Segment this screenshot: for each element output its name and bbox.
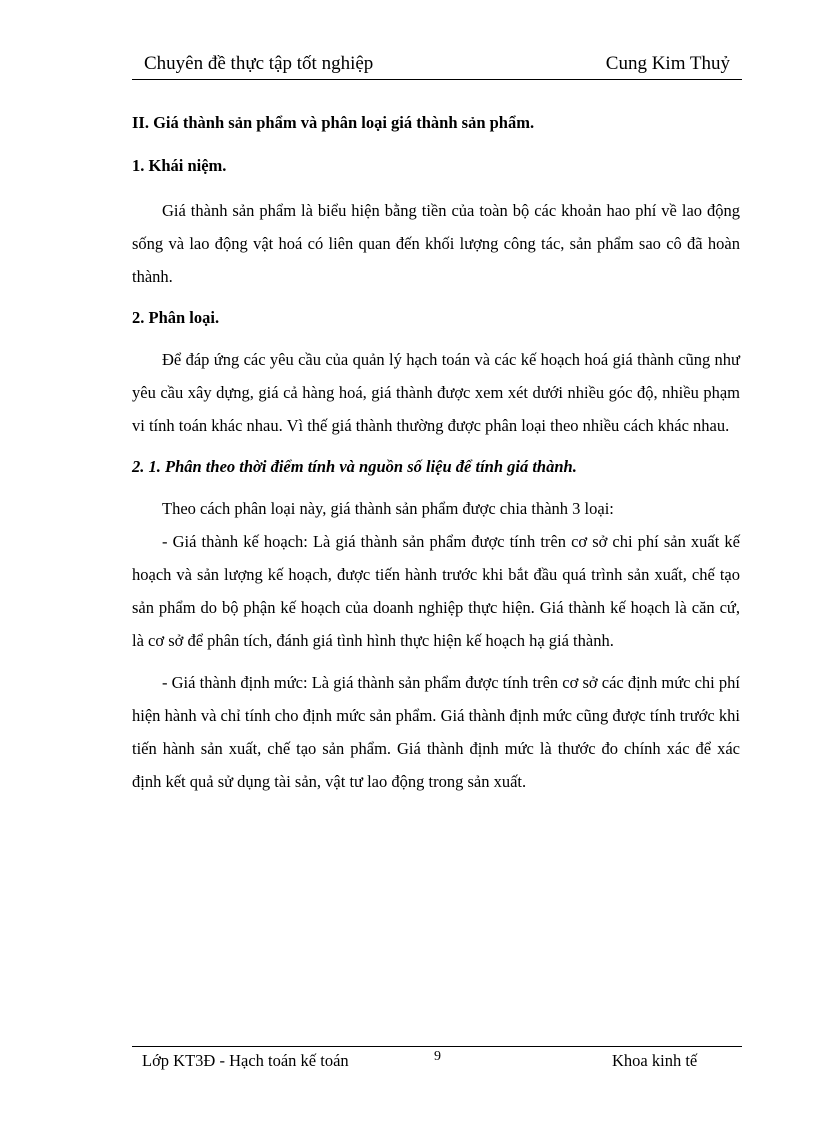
page-number: 9 bbox=[434, 1049, 441, 1064]
page-header bbox=[132, 52, 742, 80]
heading-subsection-2-1: 2. 1. Phân theo thời điểm tính và nguồn số liệu để tính giá thành. bbox=[132, 457, 577, 476]
heading-concept: 1. Khái niệm. bbox=[132, 156, 227, 175]
header-document-title: Chuyên đề thực tập tốt nghiệp bbox=[144, 53, 374, 74]
section-title: II. Giá thành sản phẩm và phân loại giá thành sản phẩm. bbox=[132, 113, 535, 132]
paragraph-classification: Để đáp ứng các yêu cầu của quản lý hạch toán và các kế hoạch hoá giá thành cũng như yêu cầu xây dựng, giá cả hàng hoá, giá thành được xem xét dưới nhiều góc độ, nhiều phạm vi tính toán khác nhau. Vì thế giá thành thường được phân loại theo nhiều cách khác nhau. bbox=[132, 350, 740, 435]
header-author: Cung Kim Thuỷ bbox=[605, 53, 730, 74]
footer-class: Lớp KT3Đ - Hạch toán kế toán bbox=[142, 1051, 349, 1070]
page-footer bbox=[132, 1046, 742, 1077]
paragraph-standard-cost: - Giá thành định mức: Là giá thành sản phẩm được tính trên cơ sở các định mức chi phí hiện hành và chỉ tính cho định mức sản phẩm. Giá thành định mức cũng được tính trước khi tiến hành sản xuất, chế tạo sản phẩm. Giá thành định mức là thước đo chính xác để xác định kết quả sử dụng tài sản, vật tư lao động trong sản xuất. bbox=[132, 673, 740, 791]
paragraph-planned-cost: - Giá thành kế hoạch: Là giá thành sản phẩm được tính trên cơ sở chi phí sản xuất kế hoạch và sản lượng kế hoạch, được tiến hành trước khi bắt đầu quá trình sản xuất, chế tạo sản phẩm do bộ phận kế hoạch của doanh nghiệp thực hiện. Giá thành kế hoạch là căn cứ, là cơ sở để phân tích, đánh giá tình hình thực hiện kế hoạch hạ giá thành. bbox=[132, 532, 740, 650]
heading-classification: 2. Phân loại. bbox=[132, 308, 220, 327]
footer-faculty: Khoa kinh tế bbox=[612, 1051, 698, 1070]
page-content bbox=[132, 108, 740, 798]
paragraph-concept: Giá thành sản phẩm là biểu hiện bằng tiền của toàn bộ các khoản hao phí về lao động sống và lao động vật hoá có liên quan đến khối lượng công tác, sản phẩm sao cô đã hoàn thành. bbox=[132, 201, 740, 286]
paragraph-intro-types: Theo cách phân loại này, giá thành sản phẩm được chia thành 3 loại: bbox=[162, 499, 614, 518]
